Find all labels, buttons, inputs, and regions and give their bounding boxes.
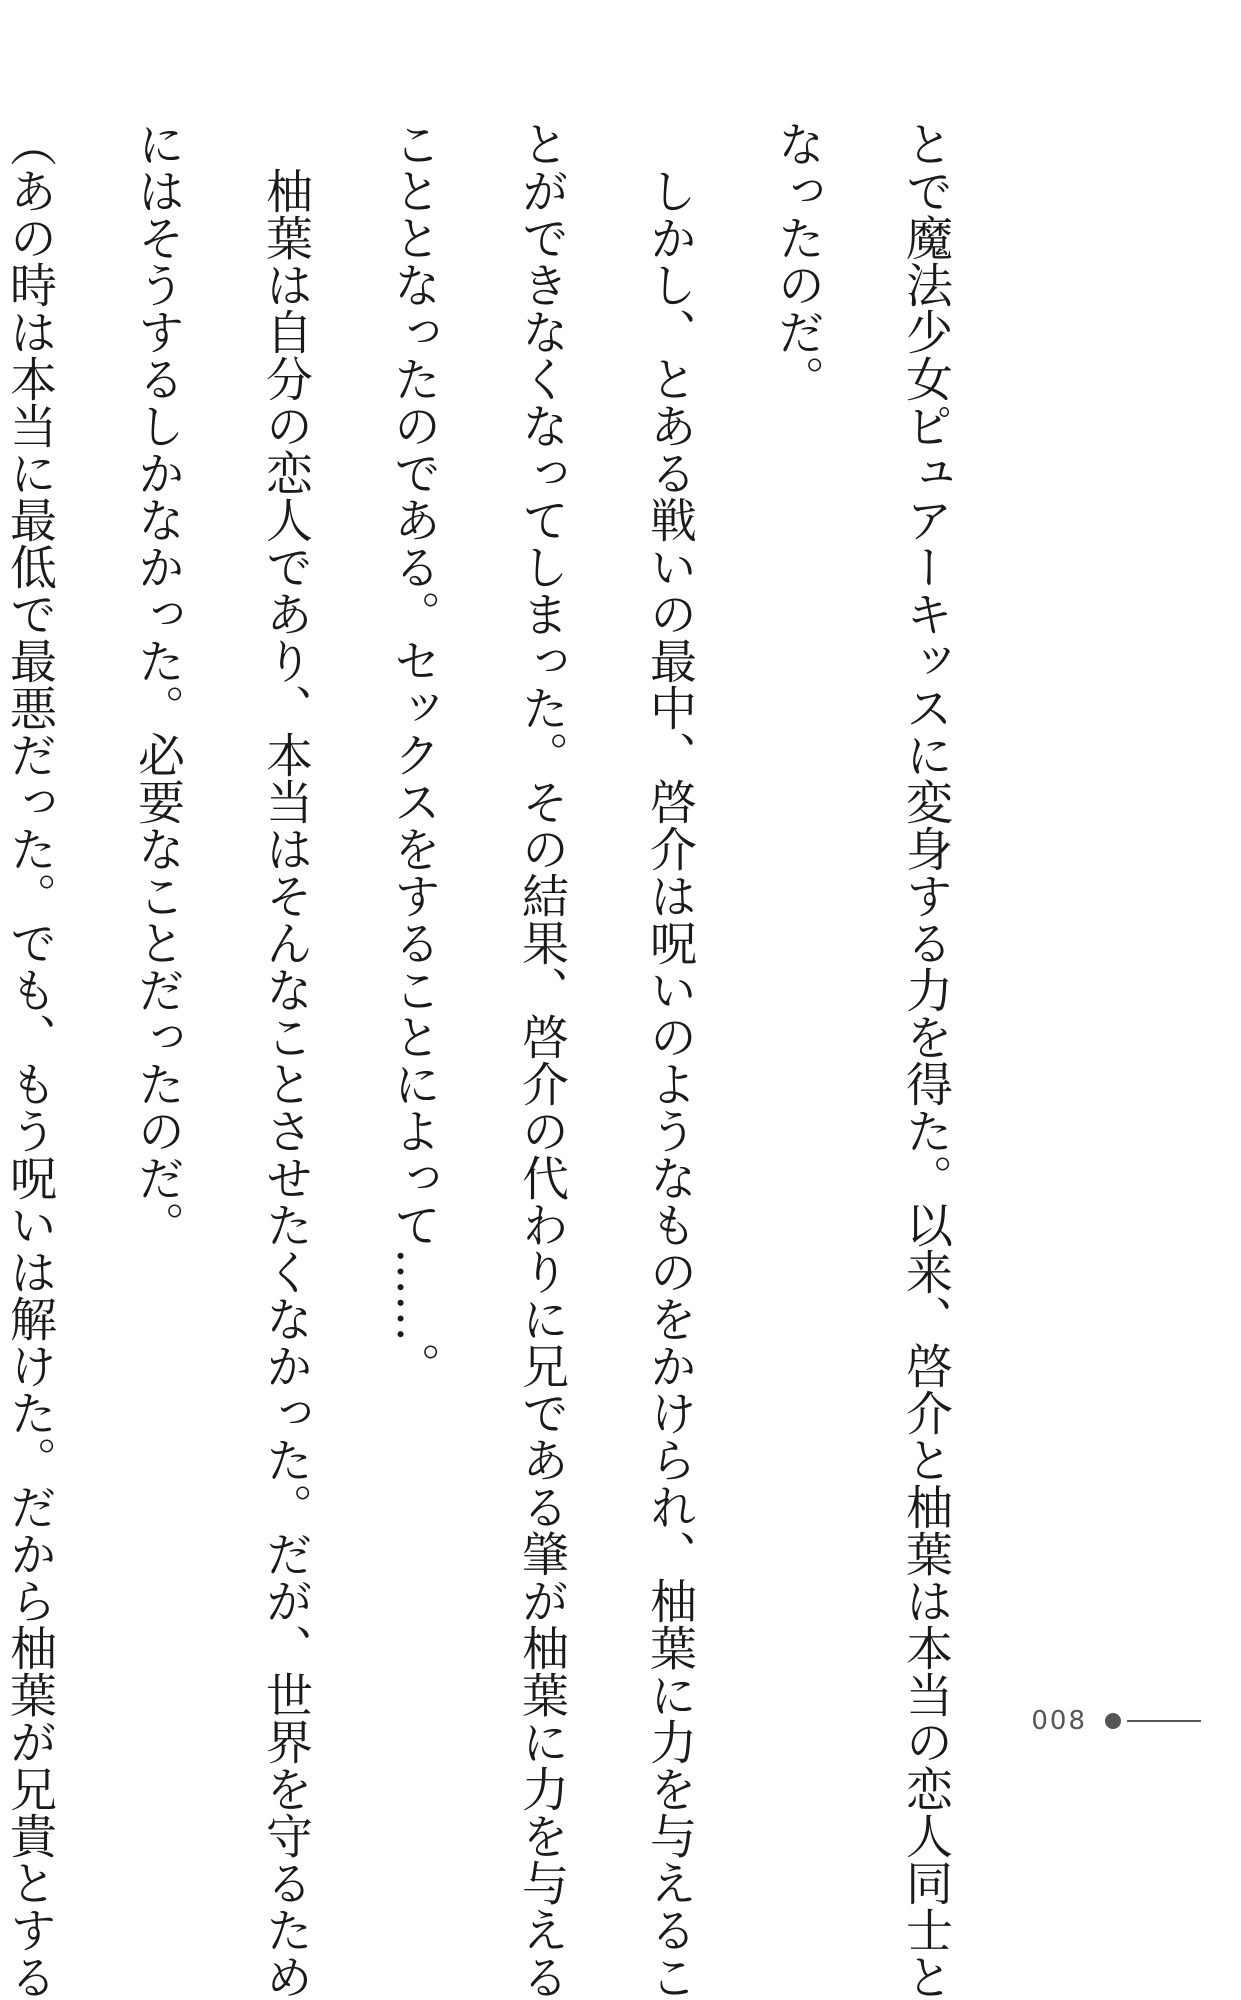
- page-folio: [1031, 1708, 1201, 1734]
- folio-rule: [1127, 1720, 1201, 1722]
- text-line: しかし、とある戦いの最中、啓介は呪いのようなものをかけられ、柚葉に力を与えるこ: [642, 120, 697, 2000]
- text-line: にはそうするしかなかった。必要なことだったのだ。: [130, 120, 185, 1248]
- text-line: 柚葉は自分の恋人であり、本当はそんなことさせたくなかった。だが、世界を守るため: [258, 120, 313, 2000]
- text-line: （あの時は本当に最低で最悪だった。でも、もう呪いは解けた。だから柚葉が兄貴とする: [2, 120, 57, 2000]
- folio-dot-icon: [1105, 1713, 1121, 1729]
- text-line: とができなくなってしまった。その結果、啓介の代わりに兄である肇が柚葉に力を与える: [514, 120, 569, 2000]
- text-line: なったのだ。: [770, 120, 825, 402]
- vertical-text-body: [0, 120, 989, 2000]
- text-line: とで魔法少女ピュアーキッスに変身する力を得た。以来、啓介と柚葉は本当の恋人同士と: [898, 120, 953, 2000]
- page-number: 008: [1031, 1706, 1087, 1736]
- text-line: こととなったのである。セックスをすることによって……。: [386, 120, 441, 1389]
